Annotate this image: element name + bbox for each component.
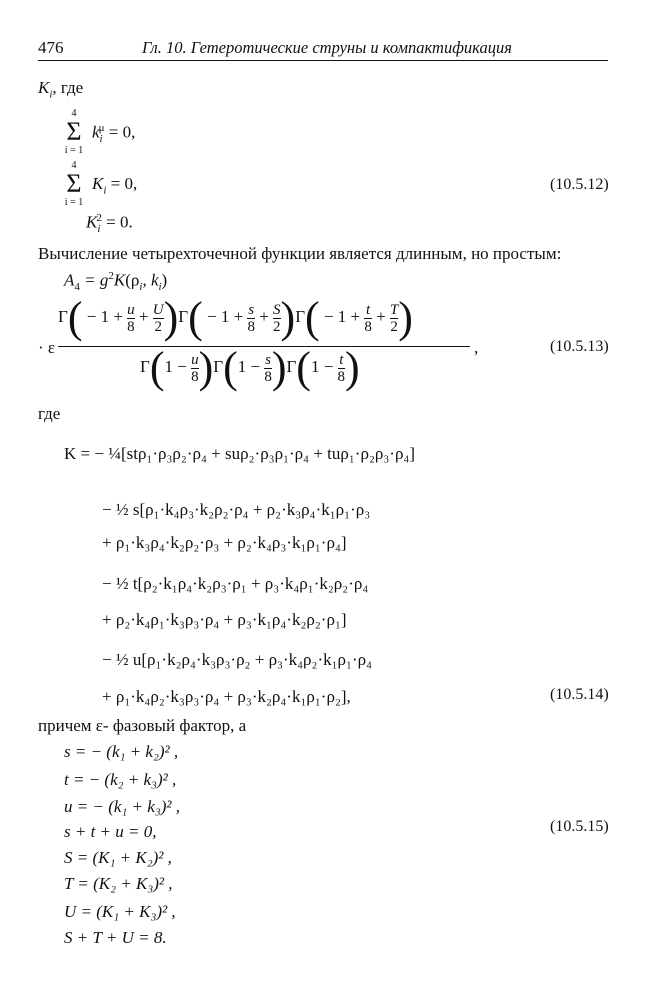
amplitude-lhs: $A_4 = g^2K(\rho_i$, $k_i$) bbox=[64, 270, 168, 294]
mandelstam-U: U = (K₁ + K₃)² , bbox=[64, 902, 176, 921]
kdef-line-7: + ρ₁·k₄ρ₂·k₃ρ₃·ρ₄ + ρ₃·k₂ρ₄·k₁ρ₁·ρ₂], bbox=[102, 687, 351, 706]
where-word: где bbox=[38, 404, 61, 423]
kdef-line-2: − ½ s[ρ₁·k₄ρ₃·k₂ρ₂·ρ₄ + ρ₂·k₃ρ₄·k₁ρ₁·ρ₃ bbox=[102, 500, 371, 519]
phase-factor-text: причем ε- фазовый фактор, а bbox=[38, 716, 247, 735]
mandelstam-sum-small: s + t + u = 0, bbox=[64, 822, 157, 841]
kdef-line-6: − ½ u[ρ₁·k₂ρ₄·k₃ρ₃·ρ₂ + ρ₃·k₄ρ₂·k₁ρ₁·ρ₄ bbox=[102, 650, 373, 669]
equation-tag-10-5-15: (10.5.15) bbox=[550, 818, 609, 835]
kdef-line-4: − ½ t[ρ₂·k₁ρ₄·k₂ρ₃·ρ₁ + ρ₃·k₄ρ₁·k₂ρ₂·ρ₄ bbox=[102, 574, 369, 593]
intro-suffix: , где bbox=[52, 78, 84, 97]
epsilon-prefix: · ε bbox=[38, 338, 56, 357]
mandelstam-u: u = − (k₁ + k₃)² , bbox=[64, 797, 180, 816]
equation-tag-10-5-13: (10.5.13) bbox=[550, 338, 609, 355]
amplitude-numerator: Γ( − 1 + $\frac{u}{8}$ + $\frac{U}{2}$ )Γ( − 1 + $\frac{s}{8}$ + $\frac{S}{2}$ )Γ( − 1 + $\frac{t}{8}$ + $\frac{T}{2}$ ) bbox=[58, 293, 413, 342]
intro-line: $K_i$, где bbox=[38, 78, 84, 101]
amplitude-denominator: Γ(1 − $\frac{u}{8}$ )Γ(1 − $\frac{s}{8}$ )Γ(1 − $\frac{t}{8}$ ) bbox=[140, 343, 360, 392]
mandelstam-T: T = (K₂ + K₃)² , bbox=[64, 874, 173, 893]
sum2-symbol: 4 Σ i = 1 bbox=[64, 160, 84, 208]
kdef-line-1: K = − ¼[stρ₁·ρ₃ρ₂·ρ₄ + suρ₂·ρ₃ρ₁·ρ₄ + tuρ₁·ρ₂ρ₃·ρ₄] bbox=[64, 444, 416, 463]
mandelstam-S: S = (K₁ + K₂)² , bbox=[64, 848, 172, 867]
header-rule bbox=[38, 60, 608, 61]
running-title: Гл. 10. Гетеротические струны и компактификация bbox=[142, 38, 512, 57]
page-number: 476 bbox=[38, 38, 64, 57]
mandelstam-s: s = − (k₁ + k₂)² , bbox=[64, 742, 179, 761]
ksq-expression: $K_i^2 = 0$. bbox=[86, 212, 133, 236]
amplitude-comma: , bbox=[474, 338, 479, 357]
mandelstam-t: t = − (k₂ + k₃)² , bbox=[64, 770, 177, 789]
intro-var: K bbox=[38, 78, 50, 97]
equation-tag-10-5-14: (10.5.14) bbox=[550, 686, 609, 703]
paragraph-text: Вычисление четырехточечной функции является длинным, но простым: bbox=[38, 244, 562, 263]
fraction-bar bbox=[58, 346, 470, 347]
sum1-symbol: 4 Σ i = 1 bbox=[64, 108, 84, 156]
sum1-expression: $k_i^\mu = 0$, bbox=[92, 122, 136, 146]
kdef-line-3: + ρ₁·k₃ρ₄·k₂ρ₂·ρ₃ + ρ₂·k₄ρ₃·k₁ρ₁·ρ₄] bbox=[102, 533, 347, 552]
sum2-expression: $K_i = 0$, bbox=[92, 174, 138, 197]
equation-tag-10-5-12: (10.5.12) bbox=[550, 176, 609, 193]
kdef-line-5: + ρ₂·k₄ρ₁·k₃ρ₃·ρ₄ + ρ₃·k₁ρ₄·k₂ρ₂·ρ₁] bbox=[102, 610, 347, 629]
mandelstam-sum-capital: S + T + U = 8. bbox=[64, 928, 167, 947]
